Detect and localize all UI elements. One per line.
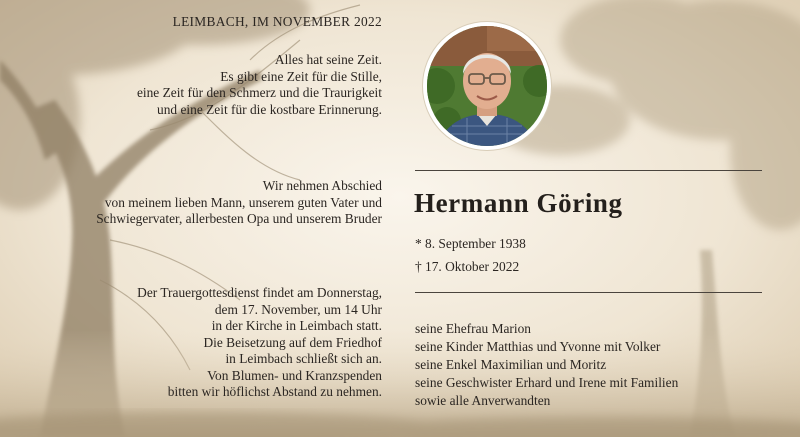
farewell-line: Wir nehmen Abschied (262, 178, 382, 193)
mourner-line: seine Geschwister Erhard und Irene mit Familien (415, 375, 679, 390)
death-date: † 17. Oktober 2022 (415, 259, 520, 274)
quote-line: Es gibt eine Zeit für die Stille, (220, 68, 382, 84)
place-date: LEIMBACH, IM NOVEMBER 2022 (172, 14, 382, 29)
mourner-line: seine Kinder Matthias und Yvonne mit Volker (415, 339, 661, 354)
mourner-line: seine Ehefrau Marion (415, 321, 532, 336)
mourners-list (415, 320, 678, 410)
mourner-line: seine Enkel Maximilian und Moritz (415, 357, 607, 372)
service-line: in Leimbach schließt sich an. (225, 351, 382, 366)
deceased-name: Hermann Göring (414, 188, 623, 218)
quote-line: und eine Zeit für die kostbare Erinnerung. (157, 101, 382, 117)
service-line: Der Trauergottesdienst findet am Donnerstag, (137, 285, 382, 300)
portrait-photo (423, 22, 551, 150)
quote-text (137, 52, 382, 118)
service-line: bitten wir höflichst Abstand zu nehmen. (167, 384, 382, 399)
service-line: Die Beisetzung auf dem Friedhof (203, 334, 382, 350)
quote-line: eine Zeit für den Schmerz und die Traurigkeit (136, 85, 382, 100)
service-line: in der Kirche in Leimbach statt. (211, 318, 382, 333)
quote-line: Alles hat seine Zeit. (274, 52, 382, 67)
portrait-icon (427, 26, 547, 146)
farewell-line: Schwiegervater, allerbesten Opa und unserem Bruder (96, 211, 382, 226)
farewell-text (96, 178, 382, 228)
service-line: Von Blumen- und Kranzspenden (207, 367, 382, 383)
divider-bottom (415, 292, 762, 293)
birth-date: * 8. September 1938 (415, 236, 526, 251)
service-info (137, 285, 382, 401)
service-line: dem 17. November, um 14 Uhr (214, 301, 382, 317)
divider-top (415, 170, 762, 171)
mourner-line: sowie alle Anverwandten (415, 393, 551, 408)
farewell-line: von meinem lieben Mann, unserem guten Vater und (104, 194, 382, 210)
